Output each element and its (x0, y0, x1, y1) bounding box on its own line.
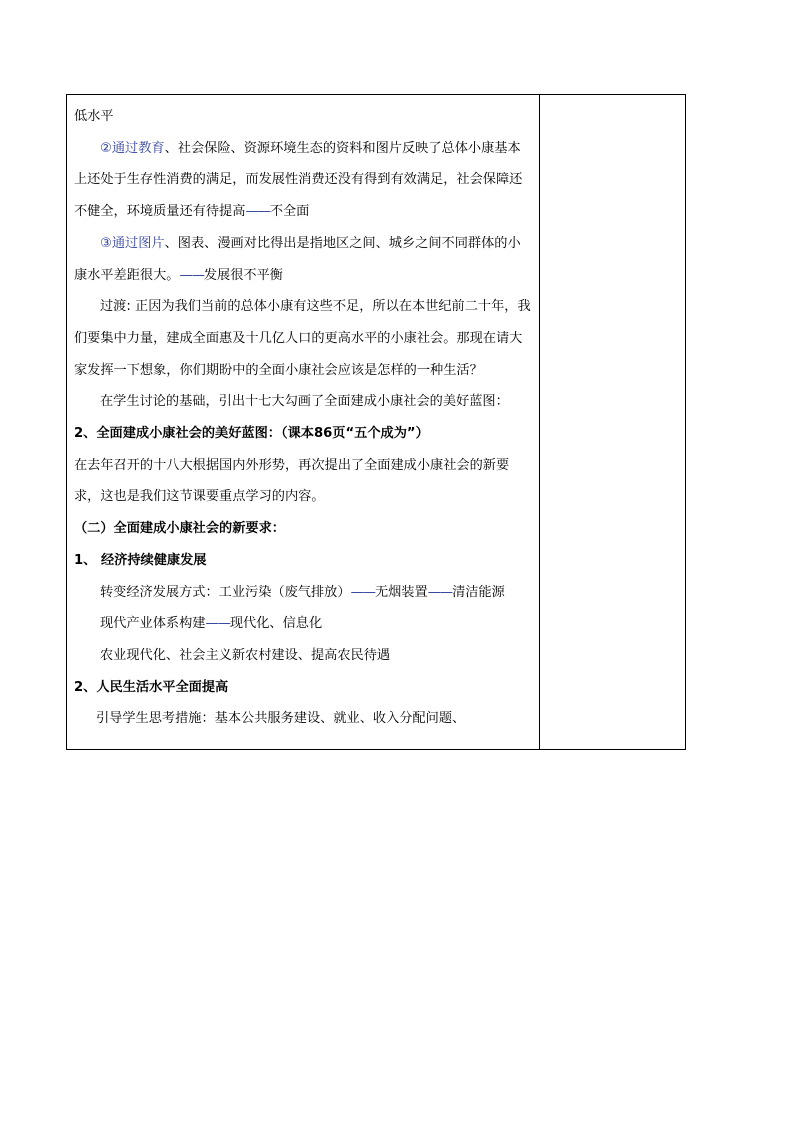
dash-transform-1: —— (350, 584, 375, 600)
text-smokeless: 无烟装置 (374, 584, 428, 600)
heading-blueprint (74, 418, 533, 450)
dash-pictures: —— (179, 267, 204, 283)
heading-new-requirements (74, 513, 533, 545)
text-clean-energy: 清洁能源 (452, 584, 505, 600)
notes-cell (540, 95, 686, 750)
text-transition: 过渡: 正因为我们当前的总体小康有这些不足，所以在本世纪前二十年，我们要集中力量，建成全面惠及十几亿人口的更高水平的小康社会。那现在请大家发挥一下想象，你们期盼中的全面小康社会应该是怎样的一种生活？ (74, 299, 531, 378)
lesson-table (66, 94, 686, 750)
text-unbalanced: 发展很不平衡 (203, 267, 283, 283)
line-pictures (74, 228, 533, 291)
heading-living-standards (74, 672, 533, 704)
text-transform-lead: 转变经济发展方式：工业污染（废气排放） (100, 584, 351, 600)
line-education (74, 133, 533, 228)
text-pictures-lead: ③通过图片 (100, 235, 165, 251)
text-living-standards: 2、人民生活水平全面提高 (74, 679, 229, 695)
text-blueprint: 2、全面建成小康社会的美好蓝图：（课本86页“五个成为”） (74, 426, 429, 442)
line-discussion (74, 386, 533, 418)
dash-industry: —— (205, 616, 230, 632)
heading-economy (74, 545, 533, 577)
line-eighteenth-congress (74, 450, 533, 513)
text-education-body: 、社会保险、资源环境生态的资料和图片反映了总体小康基本上还处于生存性消费的满足，而发展性消费还没有得到有效满足，社会保障还不健全，环境质量还有待提高 (74, 140, 523, 220)
text-low-level: 低水平 (74, 109, 114, 124)
text-pictures-body: 、图表、漫画对比得出是指地区之间、城乡之间不同群体的小康水平差距很大。 (74, 235, 521, 283)
text-new-requirements: （二）全面建成小康社会的新要求： (74, 521, 285, 537)
text-industry-lead: 现代产业体系构建 (100, 616, 206, 632)
text-economy: 1、 经济持续健康发展 (74, 552, 207, 568)
line-guide-students (74, 703, 533, 735)
text-eighteenth-congress: 在去年召开的十八大根据国内外形势，再次提出了全面建成小康社会的新要求，这也是我们这节课要重点学习的内容。 (74, 457, 510, 505)
text-discussion: 在学生讨论的基础，引出十七大勾画了全面建成小康社会的美好蓝图： (100, 394, 509, 410)
text-guide-students: 引导学生思考措施：基本公共服务建设、就业、收入分配问题、 (96, 711, 466, 727)
line-transition (74, 291, 533, 386)
text-modernization: 现代化、信息化 (229, 616, 323, 632)
main-cell (67, 95, 540, 750)
line-agriculture (74, 640, 533, 672)
text-education-lead: ②通过教育 (100, 140, 165, 156)
text-agriculture: 农业现代化、社会主义新农村建设、提高农民待遇 (100, 647, 391, 663)
lesson-content (67, 95, 539, 735)
dash-transform-2: —— (427, 584, 453, 600)
text-not-comprehensive: 不全面 (269, 204, 310, 220)
line-industry-system (74, 608, 533, 640)
line-low-level (74, 101, 533, 133)
table-row (67, 95, 686, 750)
line-transform-economy (74, 577, 533, 609)
dash-education: —— (245, 204, 270, 220)
